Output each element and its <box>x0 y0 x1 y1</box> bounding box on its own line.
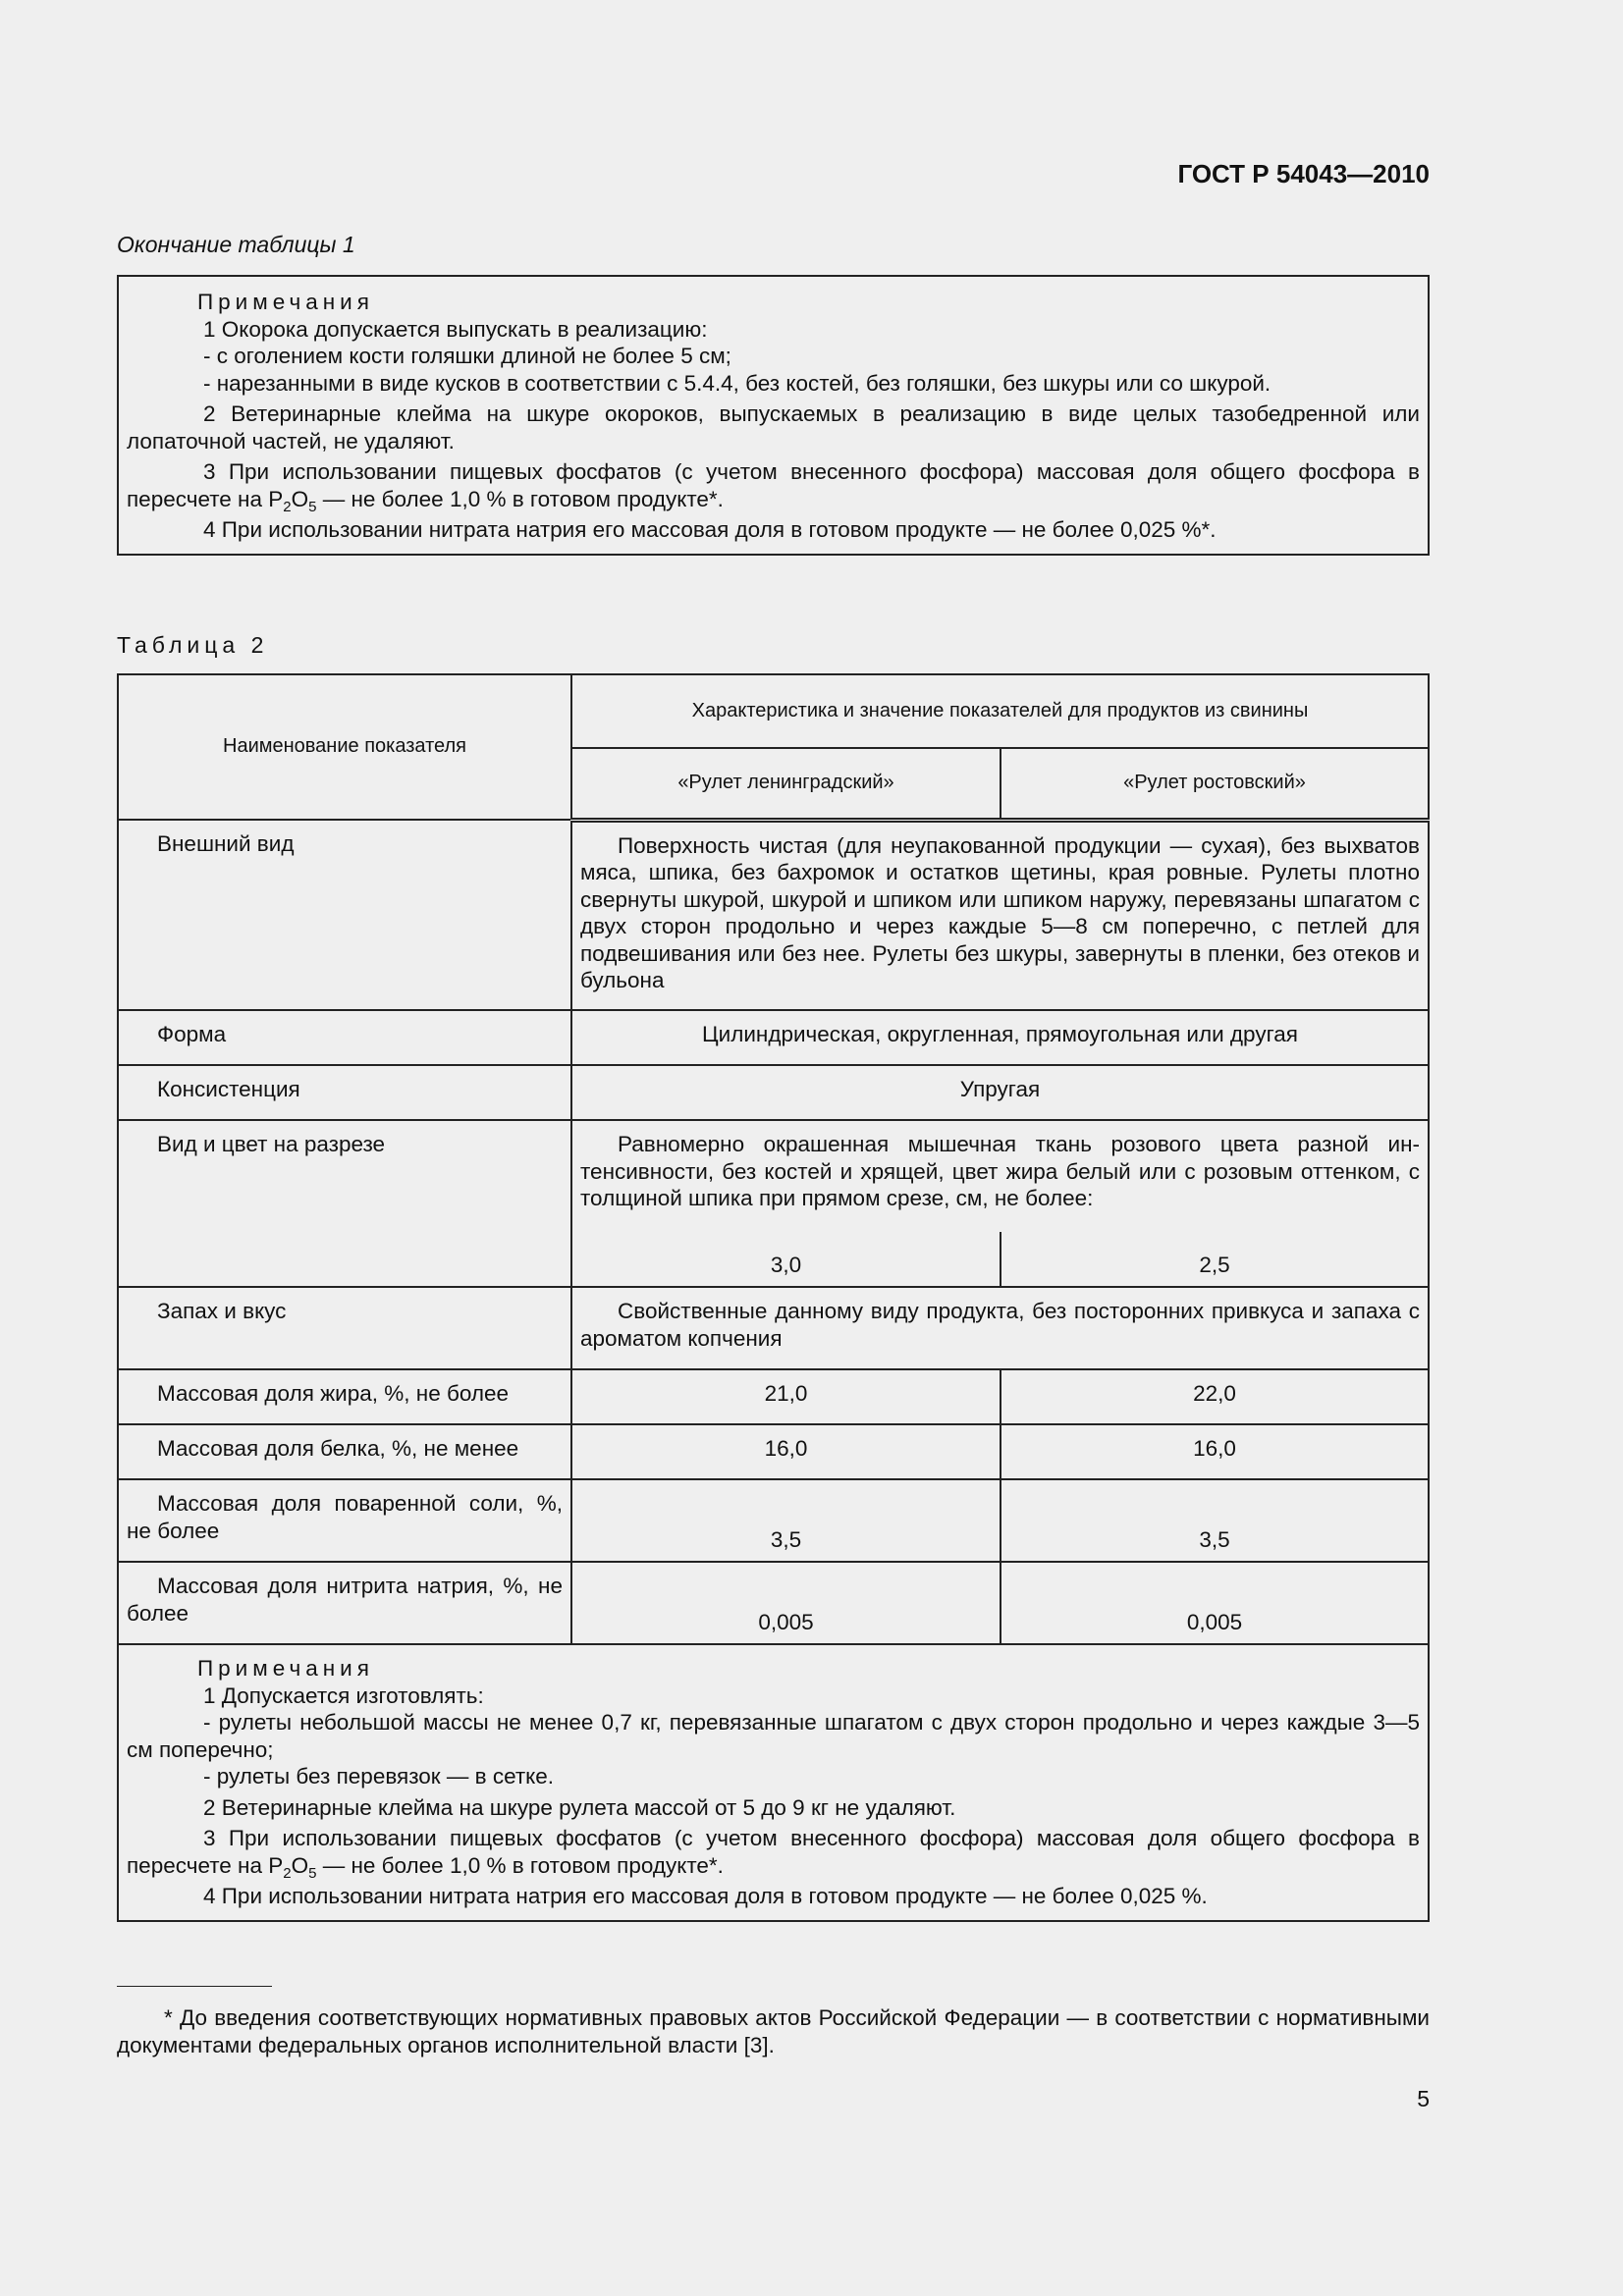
table-row <box>118 1065 1429 1120</box>
row-name: Форма <box>118 1010 571 1065</box>
note-2: 2 Ветеринарные клейма на шкуре рулета массой от 5 до 9 кг не удаляют. <box>203 1794 956 1820</box>
row-value: Упругая <box>571 1065 1429 1120</box>
cell-rulet-leningradsky: 3,5 <box>571 1479 1001 1562</box>
table1-notes-box <box>117 275 1430 556</box>
footnote-text: * До введения соответствующих нормативных правовых актов Российской Федерации — в соответствии с нормативными документами федеральных органов исполнительной власти [3]. <box>117 2005 1430 2057</box>
notes-title: Примечания <box>197 1656 374 1681</box>
footnote <box>117 2004 1430 2059</box>
table2-caption: Таблица 2 <box>117 632 269 658</box>
notes-title: Примечания <box>197 290 374 314</box>
table-2 <box>117 673 1430 1645</box>
table1-end-caption: Окончание таблицы 1 <box>117 232 355 257</box>
cell-rulet-rostovsky: 3,5 <box>1001 1479 1429 1562</box>
table-row <box>118 1287 1429 1369</box>
table-row <box>118 1010 1429 1065</box>
note-3: 3 При использовании пищевых фосфатов (с учетом внесенного фосфора) массовая доля общего фосфора в пересчете на $P_2O_5$ — не более 1,0 % в готовом продукте*. <box>127 459 1420 515</box>
table-row <box>118 1479 1429 1562</box>
footnote-separator <box>117 1986 272 1987</box>
cell-rulet-rostovsky: 2,5 <box>1001 1232 1429 1287</box>
header-rulet-rostovsky: «Рулет ростовский» <box>1001 748 1429 820</box>
header-rulet-leningradsky: «Рулет ленинградский» <box>571 748 1001 820</box>
cell-rulet-rostovsky: 0,005 <box>1001 1562 1429 1644</box>
note-1: 1 Окорока допускается выпускать в реализацию: <box>203 316 708 342</box>
row-name: Запах и вкус <box>118 1287 571 1369</box>
cell-rulet-leningradsky: 3,0 <box>571 1232 1001 1287</box>
note-1-dash-1: - с оголением кости голяшки длиной не более 5 см; <box>203 344 731 368</box>
table-row <box>118 820 1429 1010</box>
cell-rulet-leningradsky: 16,0 <box>571 1424 1001 1479</box>
header-indicator-name: Наименование показателя <box>118 674 571 820</box>
note-4: 4 При использовании нитрата натрия его массовая доля в готовом продукте — не более 0,025 %. <box>203 1884 1208 1908</box>
note-1-dash-2: - нарезанными в виде кусков в соответствии с 5.4.4, без костей, без голяшки, без шкуры или со шкурой. <box>203 370 1271 396</box>
table2-notes-box <box>117 1639 1430 1922</box>
note-1-dash-1: - рулеты небольшой массы не менее 0,7 кг, перевязанные шпагатом с двух сторон продольно и через каждые 3—5 см поперечно; <box>127 1710 1420 1762</box>
row-value: Свойственные данному виду продукта, без посторонних привкуса и запаха с ароматом копчения <box>571 1287 1429 1369</box>
row-name: Массовая доля белка, %, не менее <box>118 1424 571 1479</box>
row-name: Массовая доля поваренной соли, %, не более <box>118 1479 571 1562</box>
page-number: 5 <box>1417 2086 1430 2111</box>
table-row <box>118 1562 1429 1644</box>
table-row <box>118 1369 1429 1424</box>
row-value: Поверхность чистая (для неупакованной продукции — сухая), без выхватов мяса, шпика, без бахромок и остатков щетины, края ровные. Рулеты плотно свернуты шкурой, шкурой и шпиком или шпиком наружу, перевязаны шпагатом с двух сторон продольно и через каждые 5—8 см поперечно, с петлей для подвешивания или без нее. Рулеты без шкуры, завернуты в пленки, без отеков и бульона <box>571 820 1429 1010</box>
row-value: Цилиндрическая, округленная, прямоугольная или другая <box>571 1010 1429 1065</box>
row-name: Вид и цвет на разрезе <box>118 1120 571 1287</box>
table-row <box>118 1120 1429 1232</box>
cell-rulet-leningradsky: 0,005 <box>571 1562 1001 1644</box>
row-value: Равномерно окрашенная мышечная ткань розового цвета разной интенсивности, без костей и хрящей, цвет жира белый или с розовым оттенком, с толщиной шпика при прямом срезе, см, не более: <box>571 1120 1429 1232</box>
row-name: Массовая доля нитрита натрия, %, не более <box>118 1562 571 1644</box>
row-name: Консистенция <box>118 1065 571 1120</box>
note-1-dash-2: - рулеты без перевязок — в сетке. <box>203 1764 555 1789</box>
note-3: 3 При использовании пищевых фосфатов (с учетом внесенного фосфора) массовая доля общего фосфора в пересчете на $P_2O_5$ — не более 1,0 % в готовом продукте*. <box>127 1826 1420 1882</box>
note-1: 1 Допускается изготовлять: <box>203 1682 484 1708</box>
note-2: 2 Ветеринарные клейма на шкуре окороков, выпускаемых в реализацию в виде целых тазобедренной или лопаточной частей, не удаляют. <box>127 401 1420 454</box>
cell-rulet-rostovsky: 22,0 <box>1001 1369 1429 1424</box>
document-code: ГОСТ Р 54043—2010 <box>1177 159 1430 188</box>
cell-rulet-leningradsky: 21,0 <box>571 1369 1001 1424</box>
note-4: 4 При использовании нитрата натрия его массовая доля в готовом продукте — не более 0,025 %*. <box>203 517 1217 542</box>
cell-rulet-rostovsky: 16,0 <box>1001 1424 1429 1479</box>
row-name: Массовая доля жира, %, не более <box>118 1369 571 1424</box>
table-row <box>118 1424 1429 1479</box>
row-name: Внешний вид <box>118 820 571 1010</box>
header-characteristics: Характеристика и значение показателей для продуктов из свинины <box>571 674 1429 748</box>
